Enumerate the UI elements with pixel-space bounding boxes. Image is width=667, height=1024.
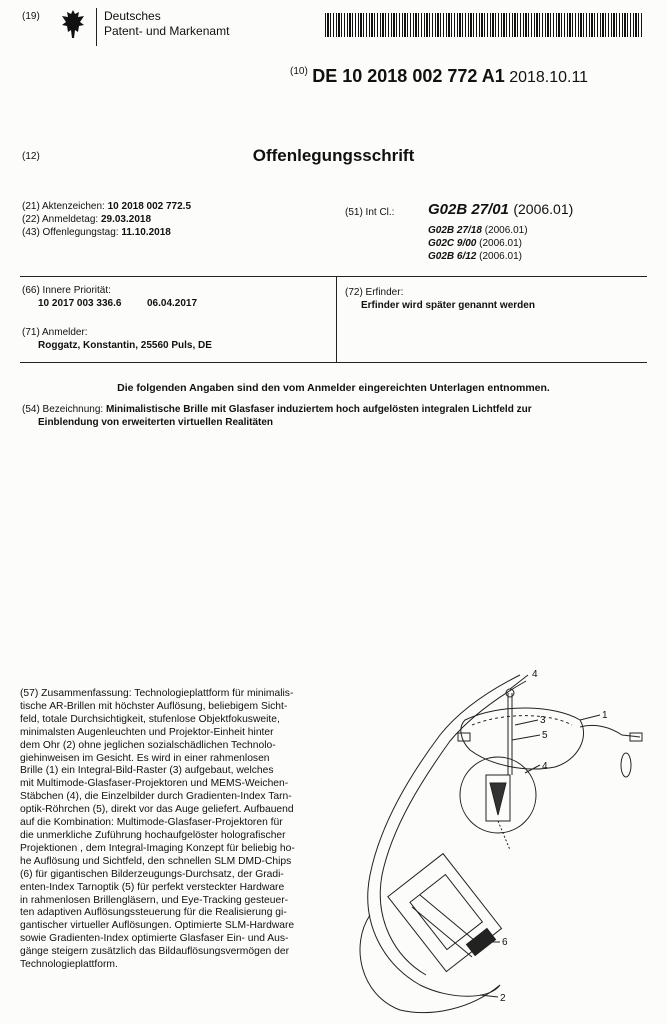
abstract-line: (6) für gigantischen Bilderzeugungs-Durchsatz, der Gradi- (20, 868, 284, 880)
abstract-line: Stäbchen (4), die Einzelbilder durch Gradienten-Index Tarn- (20, 791, 292, 803)
secondary-class-2-version: (2006.01) (479, 238, 522, 249)
section-divider-bottom (20, 362, 647, 363)
secondary-class-2-code: G02C 9/00 (428, 238, 477, 249)
aktenzeichen-label: (21) Aktenzeichen: (22, 201, 105, 212)
filing-data (22, 200, 191, 239)
designation-section (22, 403, 652, 429)
leader-line-3 (515, 720, 538, 725)
anmeldetag-value: 29.03.2018 (100, 214, 152, 225)
document-type-title: Offenlegungsschrift (252, 146, 415, 165)
applicant-value: Roggatz, Konstantin, 25560 Puls, DE (38, 340, 212, 351)
office-line-2: Patent- und Markenamt (104, 24, 230, 38)
applicant-section (22, 326, 212, 352)
abstract-line: gänge steigern zusätzlich das Bildauflösungsvermögen der (20, 946, 290, 958)
glasses-bridge (580, 725, 640, 737)
light-path (498, 821, 510, 850)
abstract-line: Technologieplattform für minimalis- (134, 688, 294, 699)
offenlegungstag-value: 11.10.2018 (121, 227, 171, 238)
notice-text: Die folgenden Angaben sind den vom Anmelder eingereichten Unterlagen entnommen. (117, 382, 550, 394)
code-10: (10) (290, 66, 308, 77)
priority-section (22, 284, 197, 310)
section-divider-top (20, 276, 647, 277)
applicant-label: (71) Anmelder: (22, 327, 88, 338)
inventor-label: (72) Erfinder: (345, 287, 404, 298)
ear-cushion (360, 915, 500, 1013)
abstract-line: Projektionen , dem Integral-Imaging Konzept für beliebig ho- (20, 842, 295, 854)
priority-date: 06.04.2017 (146, 298, 198, 309)
abstract-line: minimalsten Augenleuchten und Projektor-Einheit hinter (20, 726, 274, 738)
nose-pad-left (458, 733, 470, 741)
abstract-line: Technologieplattform. (20, 959, 118, 971)
patent-drawing (340, 665, 660, 1020)
figure-label-5: 5 (542, 730, 548, 741)
designation-line-1: Minimalistische Brille mit Glasfaser induziertem hoch aufgelösten integralen Lichtfeld zur (105, 404, 532, 415)
publication-number: DE 10 2018 002 772 A1 (312, 66, 505, 86)
code-12: (12) (22, 151, 40, 162)
abstract (20, 688, 332, 972)
barcode (325, 13, 643, 37)
temple-arm-inner (380, 681, 526, 975)
secondary-class-1-code: G02B 27/18 (428, 225, 482, 236)
main-class (428, 201, 573, 219)
section-divider-vertical (336, 276, 337, 362)
secondary-class-3-code: G02B 6/12 (428, 251, 477, 262)
office-line-1: Deutsches (104, 9, 161, 23)
nose-pad-drop (621, 753, 631, 777)
leader-line-4a (510, 675, 528, 689)
abstract-line: dem Ohr (2) ohne jeglichen sozialschädlichen Technolo- (20, 739, 276, 751)
leader-line-5 (512, 735, 540, 740)
main-class-code: G02B 27/01 (428, 201, 509, 218)
figure-label-3: 3 (540, 715, 546, 726)
inventor-section (345, 286, 535, 312)
projector-housing (388, 854, 502, 972)
temple-arm-outer (368, 675, 520, 996)
abstract-line: die unmerkliche Zuführung hochaufgelöster holografischer (20, 829, 286, 841)
abstract-line: sowie Gradienten-Index optimierte Glasfaser Ein- und Aus- (20, 933, 289, 945)
designation-label: (54) Bezeichnung: (22, 404, 104, 415)
inventor-value: Erfinder wird später genannt werden (361, 300, 535, 311)
figure-label-4b: 4 (542, 761, 548, 772)
abstract-line: enten-Index Tarnoptik (5) für perfekt versteckter Hardware (20, 881, 285, 893)
main-class-version: (2006.01) (513, 201, 574, 217)
abstract-line: gantischer virtueller Auflösungen. Optimierte SLM-Hardware (20, 920, 295, 932)
publication-date: 2018.10.11 (509, 69, 589, 86)
abstract-line: giehinweisen im Gesicht. Es wird in einer rahmenlosen (20, 752, 270, 764)
anmeldetag-label: (22) Anmeldetag: (22, 214, 99, 225)
magnified-optic-core (490, 783, 506, 815)
leader-line-1 (580, 715, 600, 720)
office-name (104, 9, 229, 39)
publication-line (290, 66, 588, 87)
figure-label-1: 1 (602, 710, 608, 721)
abstract-line: optik-Röhrchen (5), direkt vor das Auge geliefert. Aufbauend (20, 804, 294, 816)
abstract-line: tische AR-Brillen mit höchster Auflösung, beliebigem Sicht- (20, 700, 288, 712)
offenlegungstag-label: (43) Offenlegungstag: (22, 227, 119, 238)
secondary-class-3-version: (2006.01) (479, 251, 522, 262)
figure-label-6: 6 (502, 937, 508, 948)
aktenzeichen-value: 10 2018 002 772.5 (107, 201, 192, 212)
abstract-line: mit Multimode-Glasfaser-Projektoren und MEMS-Weichen- (20, 778, 289, 790)
designation-line-2: Einblendung von erweiterten virtuellen Realitäten (38, 417, 274, 428)
figure-label-4a: 4 (532, 669, 538, 680)
projector-rail (420, 895, 480, 945)
secondary-class-3 (428, 251, 522, 263)
priority-number: 10 2017 003 336.6 (38, 298, 122, 309)
secondary-class-1 (428, 225, 528, 237)
federal-eagle-icon (60, 8, 86, 42)
projector-rail (412, 907, 472, 957)
abstract-line: feld, totale Durchsichtigkeit, stufenlose Objektfokusweite, (20, 713, 280, 725)
abstract-line: in rahmenlosen Brillengläsern, und Eye-Tracking gesteuer- (20, 894, 289, 906)
int-cl-label: (51) Int Cl.: (345, 207, 395, 218)
abstract-line: auf die Kombination: Multimode-Glasfaser-Projektoren für (20, 817, 283, 829)
abstract-line: he Auflösung und Sichtfeld, den schnellen SLM DMD-Chips (20, 855, 292, 867)
secondary-class-2 (428, 238, 522, 250)
secondary-class-1-version: (2006.01) (484, 225, 528, 236)
abstract-line: Brille (1) ein Integral-Bild-Raster (3) aufgebaut, welches (20, 765, 274, 777)
header-divider (96, 8, 97, 46)
figure-label-2: 2 (500, 993, 506, 1004)
priority-label: (66) Innere Priorität: (22, 285, 111, 296)
code-19: (19) (22, 11, 40, 22)
abstract-label: (57) Zusammenfassung: (20, 688, 132, 699)
abstract-line: ten adaptiven Auflösungssteuerung für die Realisierung gi- (20, 907, 287, 919)
